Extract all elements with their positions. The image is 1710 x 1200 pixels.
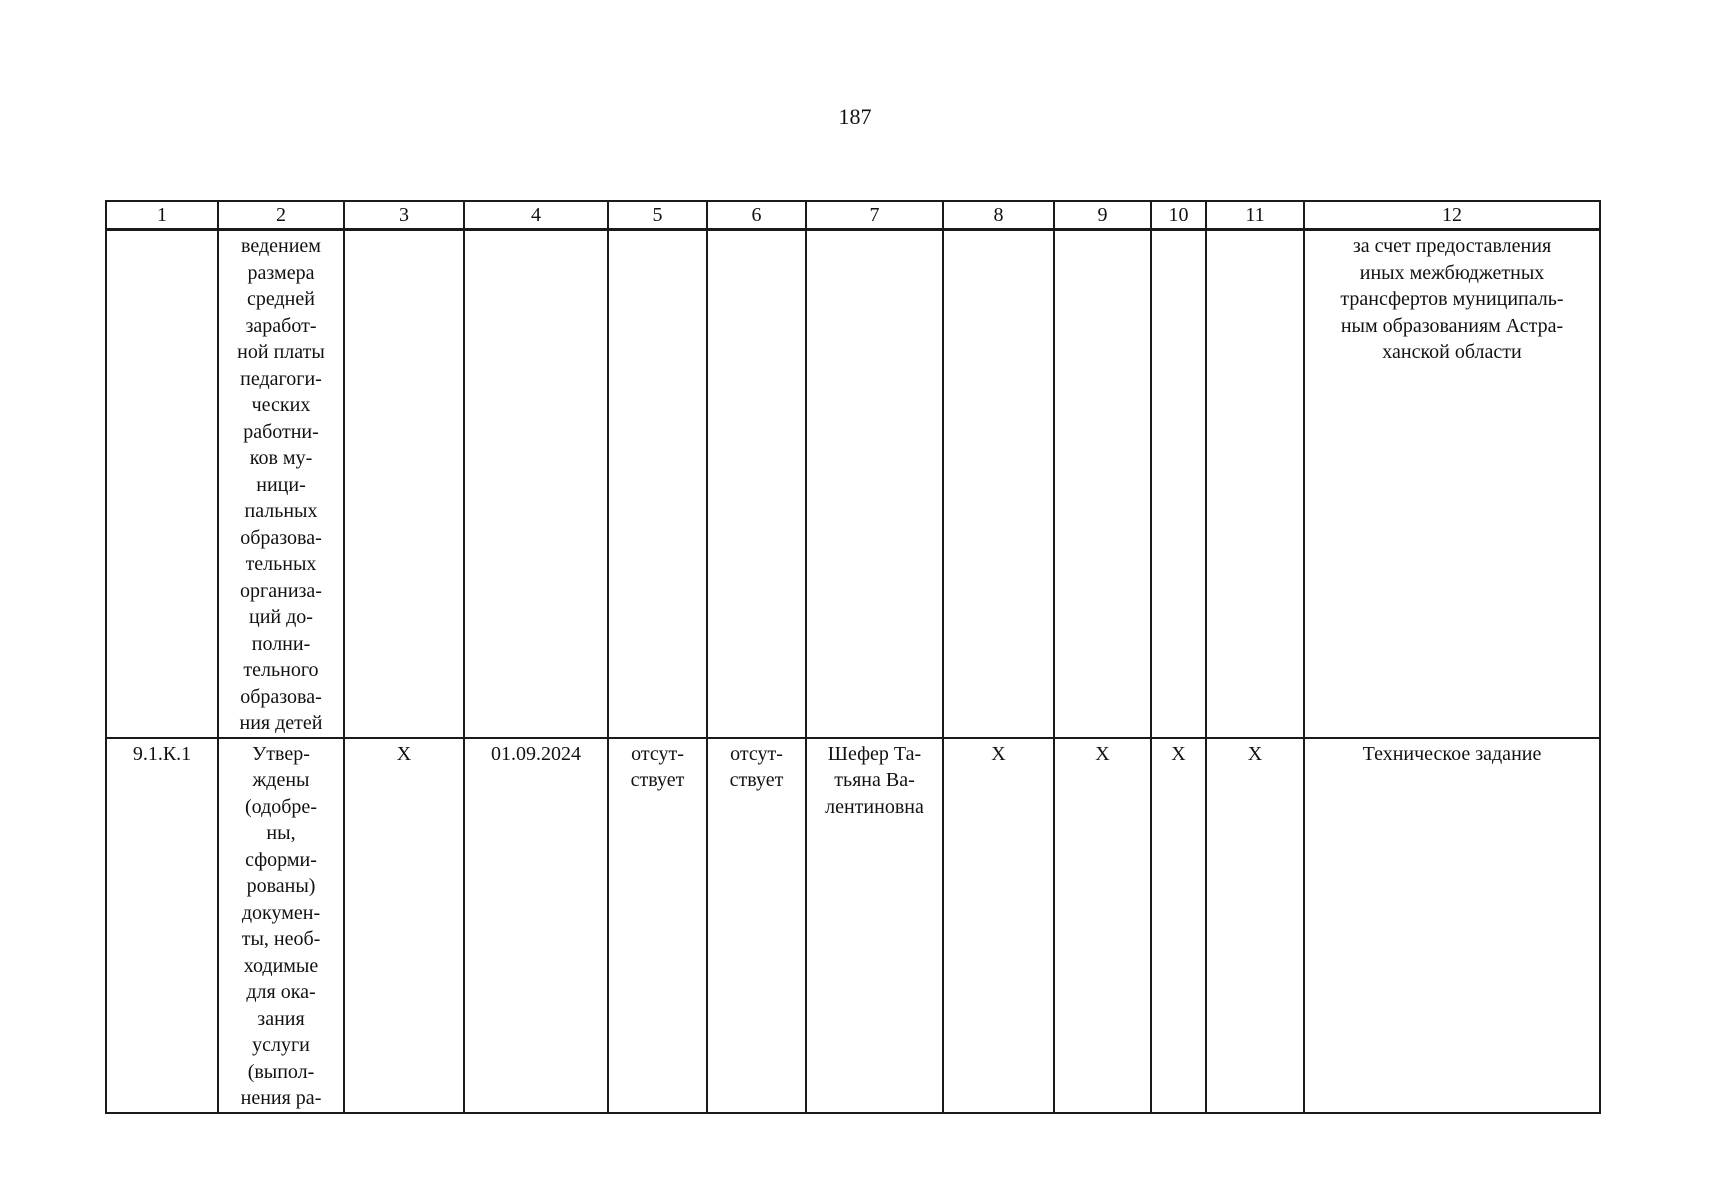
column-header-7: 7 (806, 201, 943, 230)
cell-text (109, 231, 215, 233)
cell-text (1154, 231, 1203, 233)
table-cell (464, 230, 608, 738)
column-header-11: 11 (1206, 201, 1304, 230)
table-cell (218, 738, 344, 1113)
table-row (106, 230, 1600, 738)
cell-text: отсут- ствует (729, 742, 784, 791)
cell-text: Х (1247, 742, 1263, 765)
cell-text (467, 231, 605, 233)
table-cell (344, 230, 464, 738)
table-cell (218, 230, 344, 738)
table-cell (106, 230, 218, 738)
cell-text: ведением размера средней заработ- ной платы педагоги- ческих работни- ков му- ници- пальных образова- тельных организа- ций до- полни- тельного образова- ния детей (237, 235, 325, 734)
cell-text (1057, 231, 1148, 233)
cell-text: Утвер- ждены (одобре- ны, сформи- рованы) докумен- ты, необ- ходимые для ока- зания услуги (выпол- нения ра- (240, 742, 322, 1109)
date-value: 01.09.2024 (491, 742, 581, 765)
responsible-person: Шефер Та- тьяна Ва- лентиновна (825, 742, 924, 818)
table-cell (1151, 738, 1206, 1113)
cell-text: Х (1095, 742, 1110, 765)
document-table (105, 200, 1601, 1114)
column-header-10: 10 (1151, 201, 1206, 230)
table-cell (608, 738, 707, 1113)
cell-text: Х (991, 742, 1006, 765)
cell-text: отсут- ствует (630, 742, 685, 791)
cell-text: Х (1171, 742, 1186, 765)
table-cell (106, 738, 218, 1113)
column-header-1: 1 (106, 201, 218, 230)
column-header-3: 3 (344, 201, 464, 230)
column-header-6: 6 (707, 201, 806, 230)
table-cell (943, 230, 1054, 738)
table-cell (806, 738, 943, 1113)
column-header-5: 5 (608, 201, 707, 230)
table-cell (1304, 738, 1600, 1113)
header-row (106, 201, 1600, 230)
table-cell (1304, 230, 1600, 738)
table-cell (806, 230, 943, 738)
column-header-12: 12 (1304, 201, 1600, 230)
table-cell (1054, 738, 1151, 1113)
row-number: 9.1.К.1 (132, 742, 192, 765)
table-cell (1206, 230, 1304, 738)
column-header-2: 2 (218, 201, 344, 230)
page-number: 187 (838, 104, 872, 129)
table-cell (1054, 230, 1151, 738)
table-cell (464, 738, 608, 1113)
cell-text (1209, 231, 1301, 233)
table-cell (1206, 738, 1304, 1113)
cell-text (611, 231, 704, 233)
cell-text (809, 231, 940, 233)
table-cell (943, 738, 1054, 1113)
column-header-8: 8 (943, 201, 1054, 230)
cell-text (347, 231, 461, 233)
cell-text (946, 231, 1051, 233)
cell-text: Х (396, 742, 412, 765)
table-cell (344, 738, 464, 1113)
document-type: Техническое задание (1362, 742, 1542, 765)
cell-text: за счет предоставления иных межбюджетных трансфертов муниципаль- ным образованиям Астра- ханской области (1340, 235, 1564, 363)
table-cell (707, 230, 806, 738)
column-header-4: 4 (464, 201, 608, 230)
table-header (106, 201, 1600, 230)
table-cell (608, 230, 707, 738)
table-row (106, 738, 1600, 1113)
table-cell (707, 738, 806, 1113)
cell-text (710, 231, 803, 233)
column-header-9: 9 (1054, 201, 1151, 230)
table-cell (1151, 230, 1206, 738)
